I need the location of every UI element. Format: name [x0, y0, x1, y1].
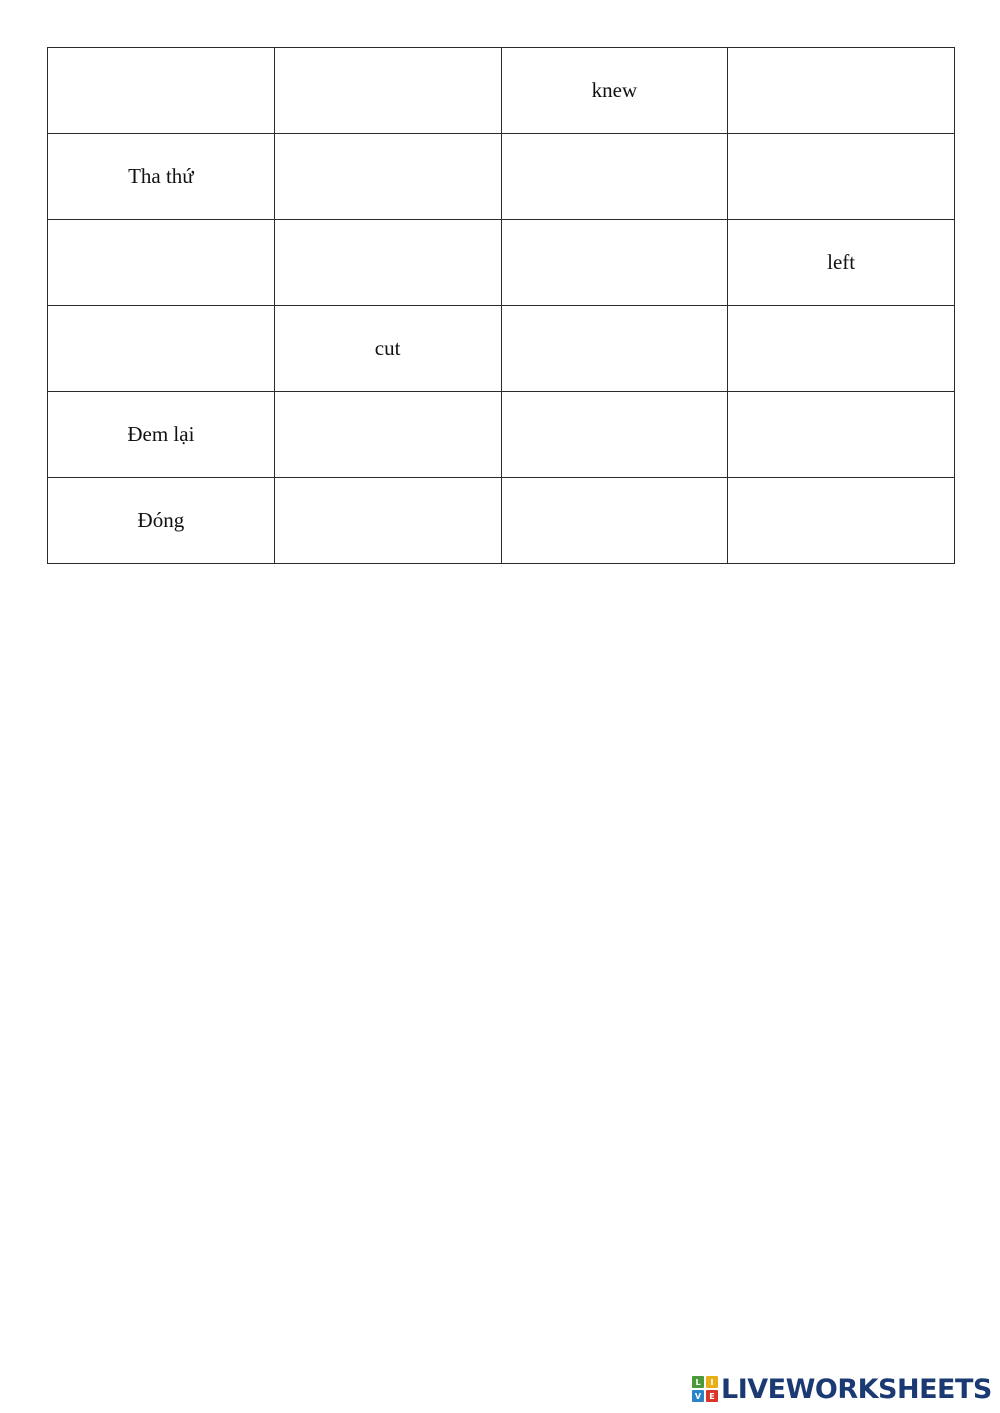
table-cell[interactable]: [274, 220, 501, 306]
table-cell: left: [728, 220, 955, 306]
table-cell[interactable]: [728, 48, 955, 134]
table-cell[interactable]: [48, 306, 275, 392]
table-cell[interactable]: [728, 392, 955, 478]
table-row: [48, 48, 955, 134]
table-cell[interactable]: [274, 478, 501, 564]
table-cell[interactable]: [501, 478, 728, 564]
table-cell[interactable]: [728, 478, 955, 564]
table-cell: cut: [274, 306, 501, 392]
brand-text: LIVEWORKSHEETS: [721, 1373, 992, 1405]
table-cell: Đem lại: [48, 392, 275, 478]
table-cell[interactable]: [501, 220, 728, 306]
table-cell: Đóng: [48, 478, 275, 564]
table-row: [48, 392, 955, 478]
table-cell[interactable]: [48, 48, 275, 134]
table-cell: knew: [501, 48, 728, 134]
liveworksheets-logo-icon: L I V E: [692, 1376, 718, 1402]
table-cell[interactable]: [728, 134, 955, 220]
table-cell[interactable]: [274, 48, 501, 134]
table-cell[interactable]: [728, 306, 955, 392]
verb-forms-table: [47, 47, 955, 564]
table-cell[interactable]: [274, 392, 501, 478]
table-cell[interactable]: [48, 220, 275, 306]
liveworksheets-logo: [692, 1374, 992, 1404]
table-row: [48, 134, 955, 220]
table-cell: Tha thứ: [48, 134, 275, 220]
table-cell[interactable]: [274, 134, 501, 220]
table-row: [48, 478, 955, 564]
table-row: [48, 306, 955, 392]
table-cell[interactable]: [501, 134, 728, 220]
table-row: [48, 220, 955, 306]
table-cell[interactable]: [501, 306, 728, 392]
table-cell[interactable]: [501, 392, 728, 478]
